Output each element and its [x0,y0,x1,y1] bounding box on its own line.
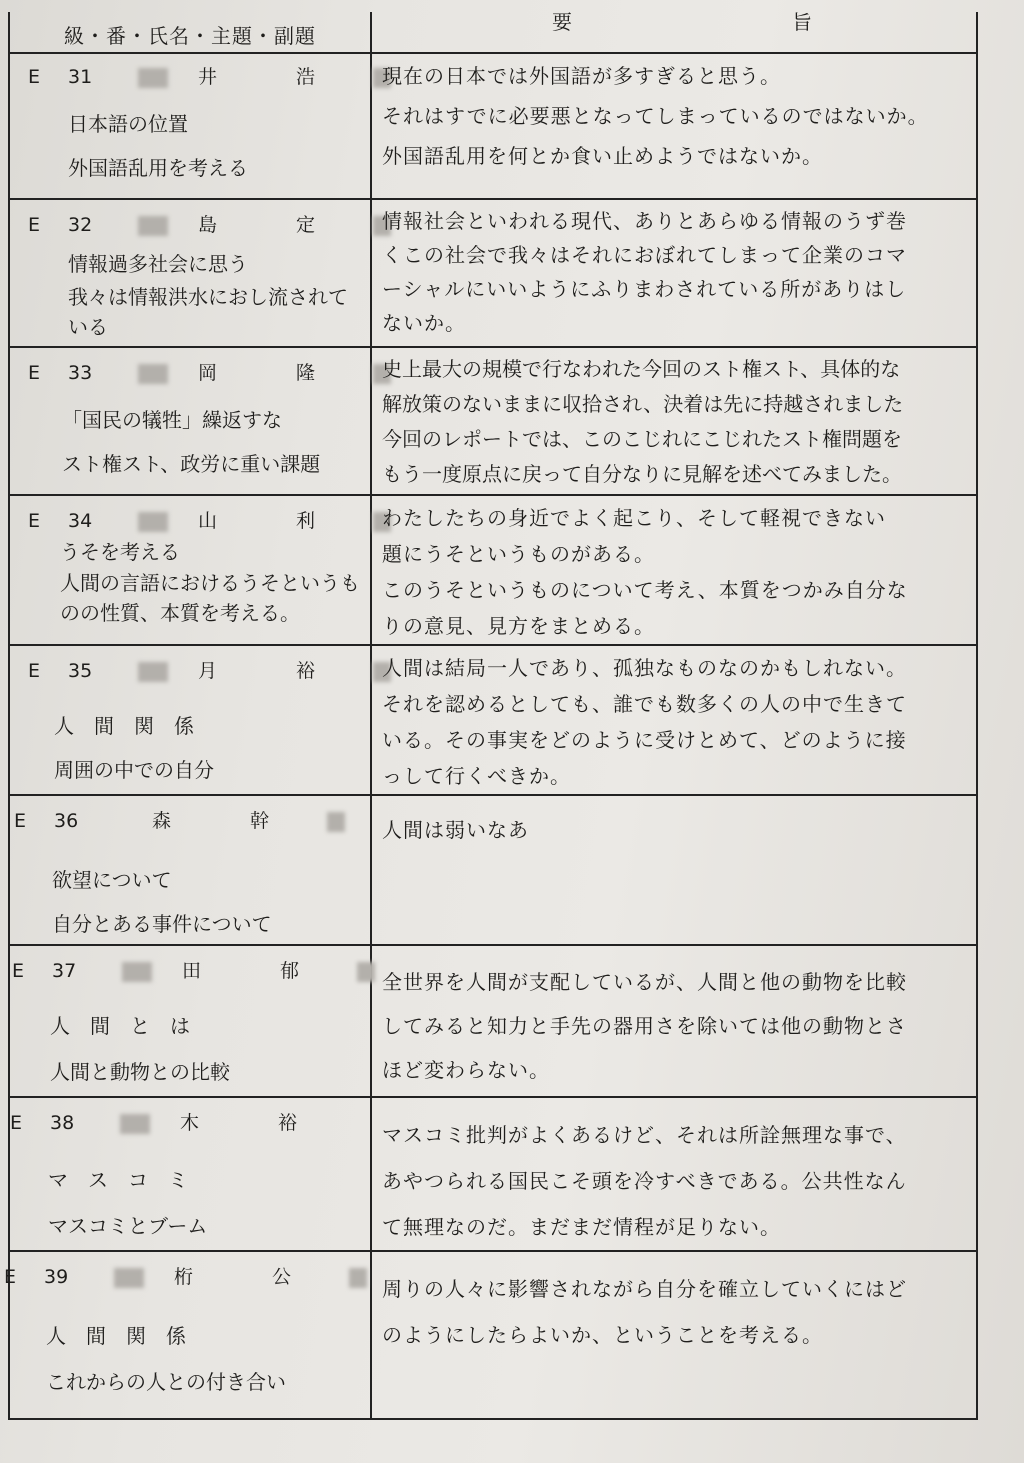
student-name: 田 郁 [182,960,330,982]
redacted-name [114,1268,144,1288]
entry-number: 34 [68,510,93,532]
entry-summary [382,810,966,944]
entry-summary [382,352,966,494]
redacted-name [138,364,168,384]
entry-info [10,796,370,944]
summary-line: いる。その事実をどのように受けとめて、どのように接 [382,728,907,752]
redacted-name [122,962,152,982]
student-name: 桁 公 [174,1266,322,1288]
table-row [10,946,976,1098]
student-name: 月 裕 [198,660,346,682]
summary-line: 現在の日本では外国語が多すぎると思う。 [382,64,781,88]
entry-id-line [28,210,391,237]
header-summary-char-1: 要 [552,10,572,34]
summary-line: それを認めるとしても、誰でも数多くの人の中で生きて [382,692,907,716]
summary-line: 人間は結局一人であり、孤独なものなのかもしれない。 [382,656,907,680]
table-row [10,496,976,646]
summary-line: のようにしたらよいか、ということを考える。 [382,1323,823,1347]
class-code: E [12,960,25,982]
redacted-name [357,962,375,982]
summary-line: て無理なのだ。まだまだ情程が足りない。 [382,1215,781,1239]
student-name: 岡 隆 [198,362,346,384]
entry-summary [382,204,966,346]
entry-theme: 日本語の位置 [68,112,188,136]
summary-line: 人間は弱いなあ [382,818,529,842]
entry-theme: 人 間 と は [50,1014,190,1038]
table-row [10,796,976,946]
class-code: E [28,214,41,236]
entry-info [10,646,370,794]
class-code: E [28,362,41,384]
entry-theme: 情報過多社会に思う [68,252,248,276]
entry-theme: 人 間 関 係 [54,714,194,738]
class-code: E [28,510,41,532]
entry-number: 39 [44,1266,69,1288]
entry-id-line [14,806,345,833]
summary-line: 題にうそというものがある。 [382,542,655,566]
entry-info [10,200,370,346]
summary-line: 外国語乱用を何とか食い止めようではないか。 [382,144,823,168]
summary-line: 情報社会といわれる現代、ありとあらゆる情報のうず巻 [382,209,907,233]
class-code: E [14,810,27,832]
entry-info [4,1252,370,1420]
summary-line: マスコミ批判がよくあるけど、それは所詮無理な事で、 [382,1123,907,1147]
summary-line: っして行くべきか。 [382,764,571,788]
class-code: E [28,660,41,682]
summary-line: くこの社会で我々はそれにおぼれてしまって企業のコマ [382,243,907,267]
entry-number: 32 [68,214,93,236]
entry-summary [382,1266,966,1420]
entry-info [10,496,370,644]
summary-line: わたしたちの身近でよく起こり、そして軽視できない [382,506,886,530]
entry-number: 35 [68,660,93,682]
entry-theme: うそを考える [60,540,180,564]
entry-number: 37 [52,960,77,982]
summary-line: 解放策のないままに収拾され、決着は先に持越されました [382,392,904,416]
redacted-name [138,216,168,236]
entry-id-line [12,956,375,983]
summary-line: それはすでに必要悪となってしまっているのではないか。 [382,104,929,128]
table-row [10,348,976,496]
summary-line: あやつられる国民こそ頭を冷すべきである。公共性なん [382,1169,907,1193]
entry-theme: 「国民の犠牲」繰返すな [62,408,282,432]
table-row [10,200,976,348]
summary-line: りの意見、見方をまとめる。 [382,614,655,638]
entry-summary [382,650,966,794]
entry-summary [382,960,966,1096]
redacted-name [349,1268,367,1288]
table-row [4,1252,976,1420]
entry-theme: 欲望について [52,868,172,892]
student-name: 井 浩 [198,66,346,88]
summary-line: ないか。 [382,311,466,335]
redacted-name [327,812,345,832]
student-name: 森 幹 [152,810,300,832]
summary-line: 周りの人々に影響されながら自分を確立していくにはど [382,1277,907,1301]
summary-line: もう一度原点に戻って自分なりに見解を述べてみました。 [382,462,902,486]
entry-subtitle: 外国語乱用を考える [68,156,248,180]
entry-id-line [4,1262,367,1289]
summary-line: 史上最大の規模で行なわれた今回のスト権スト、具体的な [382,357,901,381]
student-name: 島 定 [198,214,346,236]
class-code: E [10,1112,23,1134]
header-left-label: 級・番・氏名・主題・副題 [64,24,316,48]
entry-id-line [28,506,391,533]
entry-summary [382,1112,966,1250]
entry-id-line [10,1108,327,1135]
class-code: E [28,66,41,88]
entry-subtitle: 周囲の中での自分 [54,758,214,782]
entry-theme: 人 間 関 係 [46,1324,186,1348]
entry-id-line [28,62,391,89]
table-row [10,1098,976,1252]
student-name: 木 裕 [180,1112,328,1134]
entry-info [10,348,370,494]
entry-summary [382,500,966,644]
table-row [10,646,976,796]
entry-number: 36 [54,810,79,832]
redacted-name [138,662,168,682]
redacted-name [138,68,168,88]
entry-summary [382,56,966,198]
table-row [10,52,976,200]
summary-line: してみると知力と手先の器用さを除いては他の動物とさ [382,1014,907,1038]
entry-number: 33 [68,362,93,384]
entry-number: 31 [68,66,93,88]
redacted-name [138,512,168,532]
summary-line: ーシャルにいいようにふりまわされている所がありはし [382,277,907,301]
summary-line: このうそというものについて考え、本質をつかみ自分な [382,578,908,602]
entry-info [10,52,370,198]
entry-subtitle: 人間と動物との比較 [50,1060,230,1084]
entry-id-line [28,358,391,385]
entry-id-line [28,656,391,683]
entry-subtitle: これからの人との付き合い [46,1370,286,1394]
summary-line: ほど変わらない。 [382,1058,550,1082]
entry-info [10,946,370,1096]
entry-info [10,1098,370,1250]
entry-theme: マ ス コ ミ [48,1168,188,1192]
header-summary-char-2: 旨 [792,10,812,34]
summary-line: 全世界を人間が支配しているが、人間と他の動物を比較 [382,970,907,994]
class-code: E [4,1266,17,1288]
entry-subtitle: 我々は情報洪水におし流されている [68,285,348,339]
redacted-name [120,1114,150,1134]
summary-line: 今回のレポートでは、このこじれにこじれたスト権問題を [382,427,902,451]
entry-number: 38 [50,1112,75,1134]
summary-table [4,10,978,1420]
entry-subtitle: マスコミとブーム [48,1214,208,1238]
table-header [10,12,976,54]
entry-subtitle: 人間の言語におけるうそというものの性質、本質を考える。 [60,571,360,625]
entry-subtitle: スト権スト、政労に重い課題 [62,452,321,476]
entry-subtitle: 自分とある事件について [52,912,272,936]
student-name: 山 利 [198,510,346,532]
